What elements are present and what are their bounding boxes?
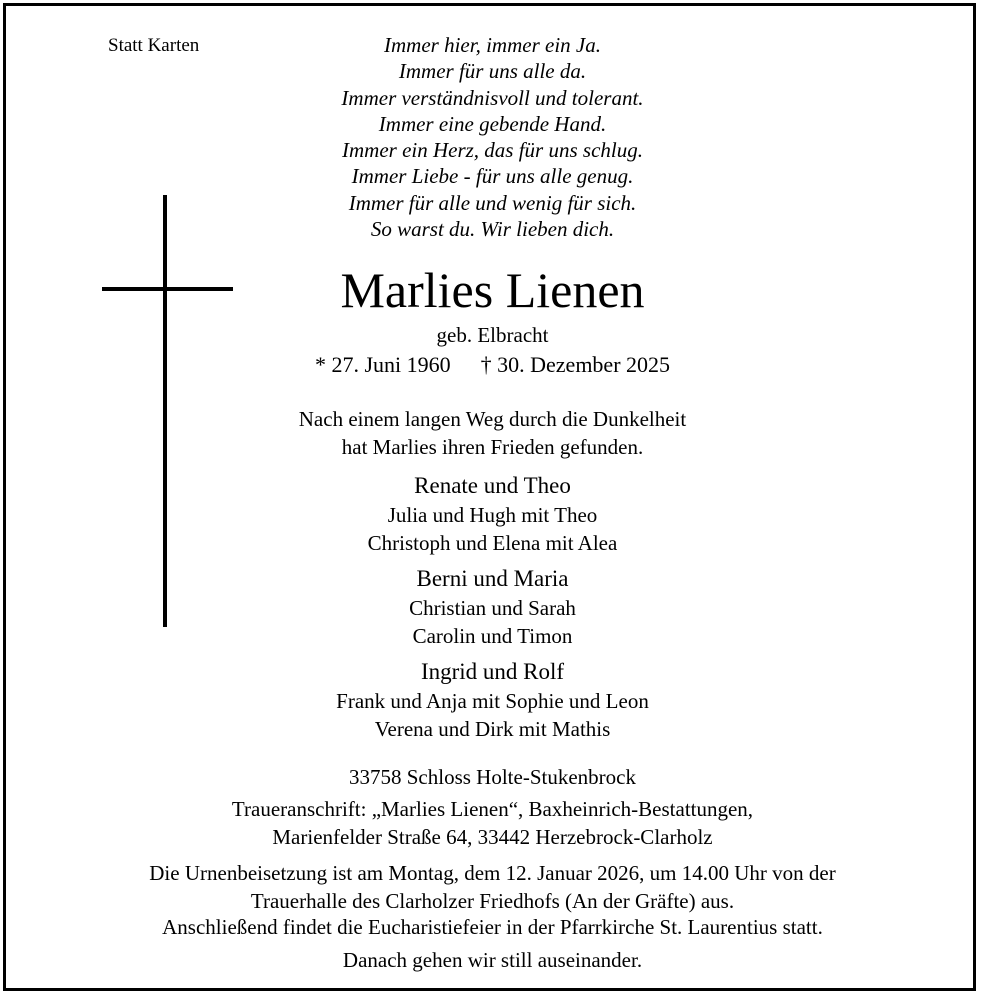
poem-line: Immer hier, immer ein Ja.	[384, 33, 601, 57]
poem	[0, 32, 985, 242]
deceased-name: Marlies Lienen	[340, 262, 645, 318]
poem-line: So warst du. Wir lieben dich.	[370, 217, 615, 242]
family-head: Renate und Theo	[414, 473, 571, 498]
family-member: Verena und Dirk mit Mathis	[374, 717, 611, 741]
family-member: Christoph und Elena mit Alea	[367, 531, 618, 555]
poem-line: Immer ein Herz, das für uns schlug.	[342, 138, 643, 163]
birth-date: * 27. Juni 1960	[314, 352, 451, 377]
funeral-line: Die Urnenbeisetzung ist am Montag, dem 12. Januar 2026, um 14.00 Uhr von der	[149, 861, 836, 885]
family-member: Frank und Anja mit Sophie und Leon	[336, 689, 649, 713]
location: 33758 Schloss Holte-Stukenbrock	[349, 765, 636, 789]
statt-karten-label: Statt Karten	[108, 35, 200, 56]
poem-line: Immer eine gebende Hand.	[378, 111, 607, 136]
closing-line: Danach gehen wir still auseinander.	[342, 948, 643, 972]
family-head: Ingrid und Rolf	[420, 659, 565, 684]
address-line: Traueranschrift: „Marlies Lienen“, Baxheinrich-Bestattungen,	[231, 797, 754, 821]
family-member: Carolin und Timon	[412, 624, 573, 648]
birth-name: geb. Elbracht	[436, 323, 549, 347]
poem-line: Immer für uns alle da.	[398, 59, 587, 84]
poem-line: Immer für alle und wenig für sich.	[348, 190, 637, 215]
funeral-line: Trauerhalle des Clarholzer Friedhofs (An der Gräfte) aus.	[250, 889, 735, 913]
family-head: Berni und Maria	[416, 566, 569, 591]
poem-line: Immer verständnisvoll und tolerant.	[341, 85, 644, 110]
family-member: Christian und Sarah	[409, 596, 576, 620]
message-line: Nach einem langen Weg durch die Dunkelheit	[298, 407, 687, 431]
funeral-line: Anschließend findet die Eucharistiefeier in der Pfarrkirche St. Laurentius statt.	[162, 915, 823, 939]
life-dates	[0, 352, 985, 378]
address-line: Marienfelder Straße 64, 33442 Herzebrock-Clarholz	[272, 825, 713, 849]
family-member: Julia und Hugh mit Theo	[387, 503, 598, 527]
death-date: † 30. Dezember 2025	[480, 352, 671, 377]
message-line: hat Marlies ihren Frieden gefunden.	[341, 435, 644, 459]
poem-line: Immer Liebe - für uns alle genug.	[351, 164, 634, 189]
